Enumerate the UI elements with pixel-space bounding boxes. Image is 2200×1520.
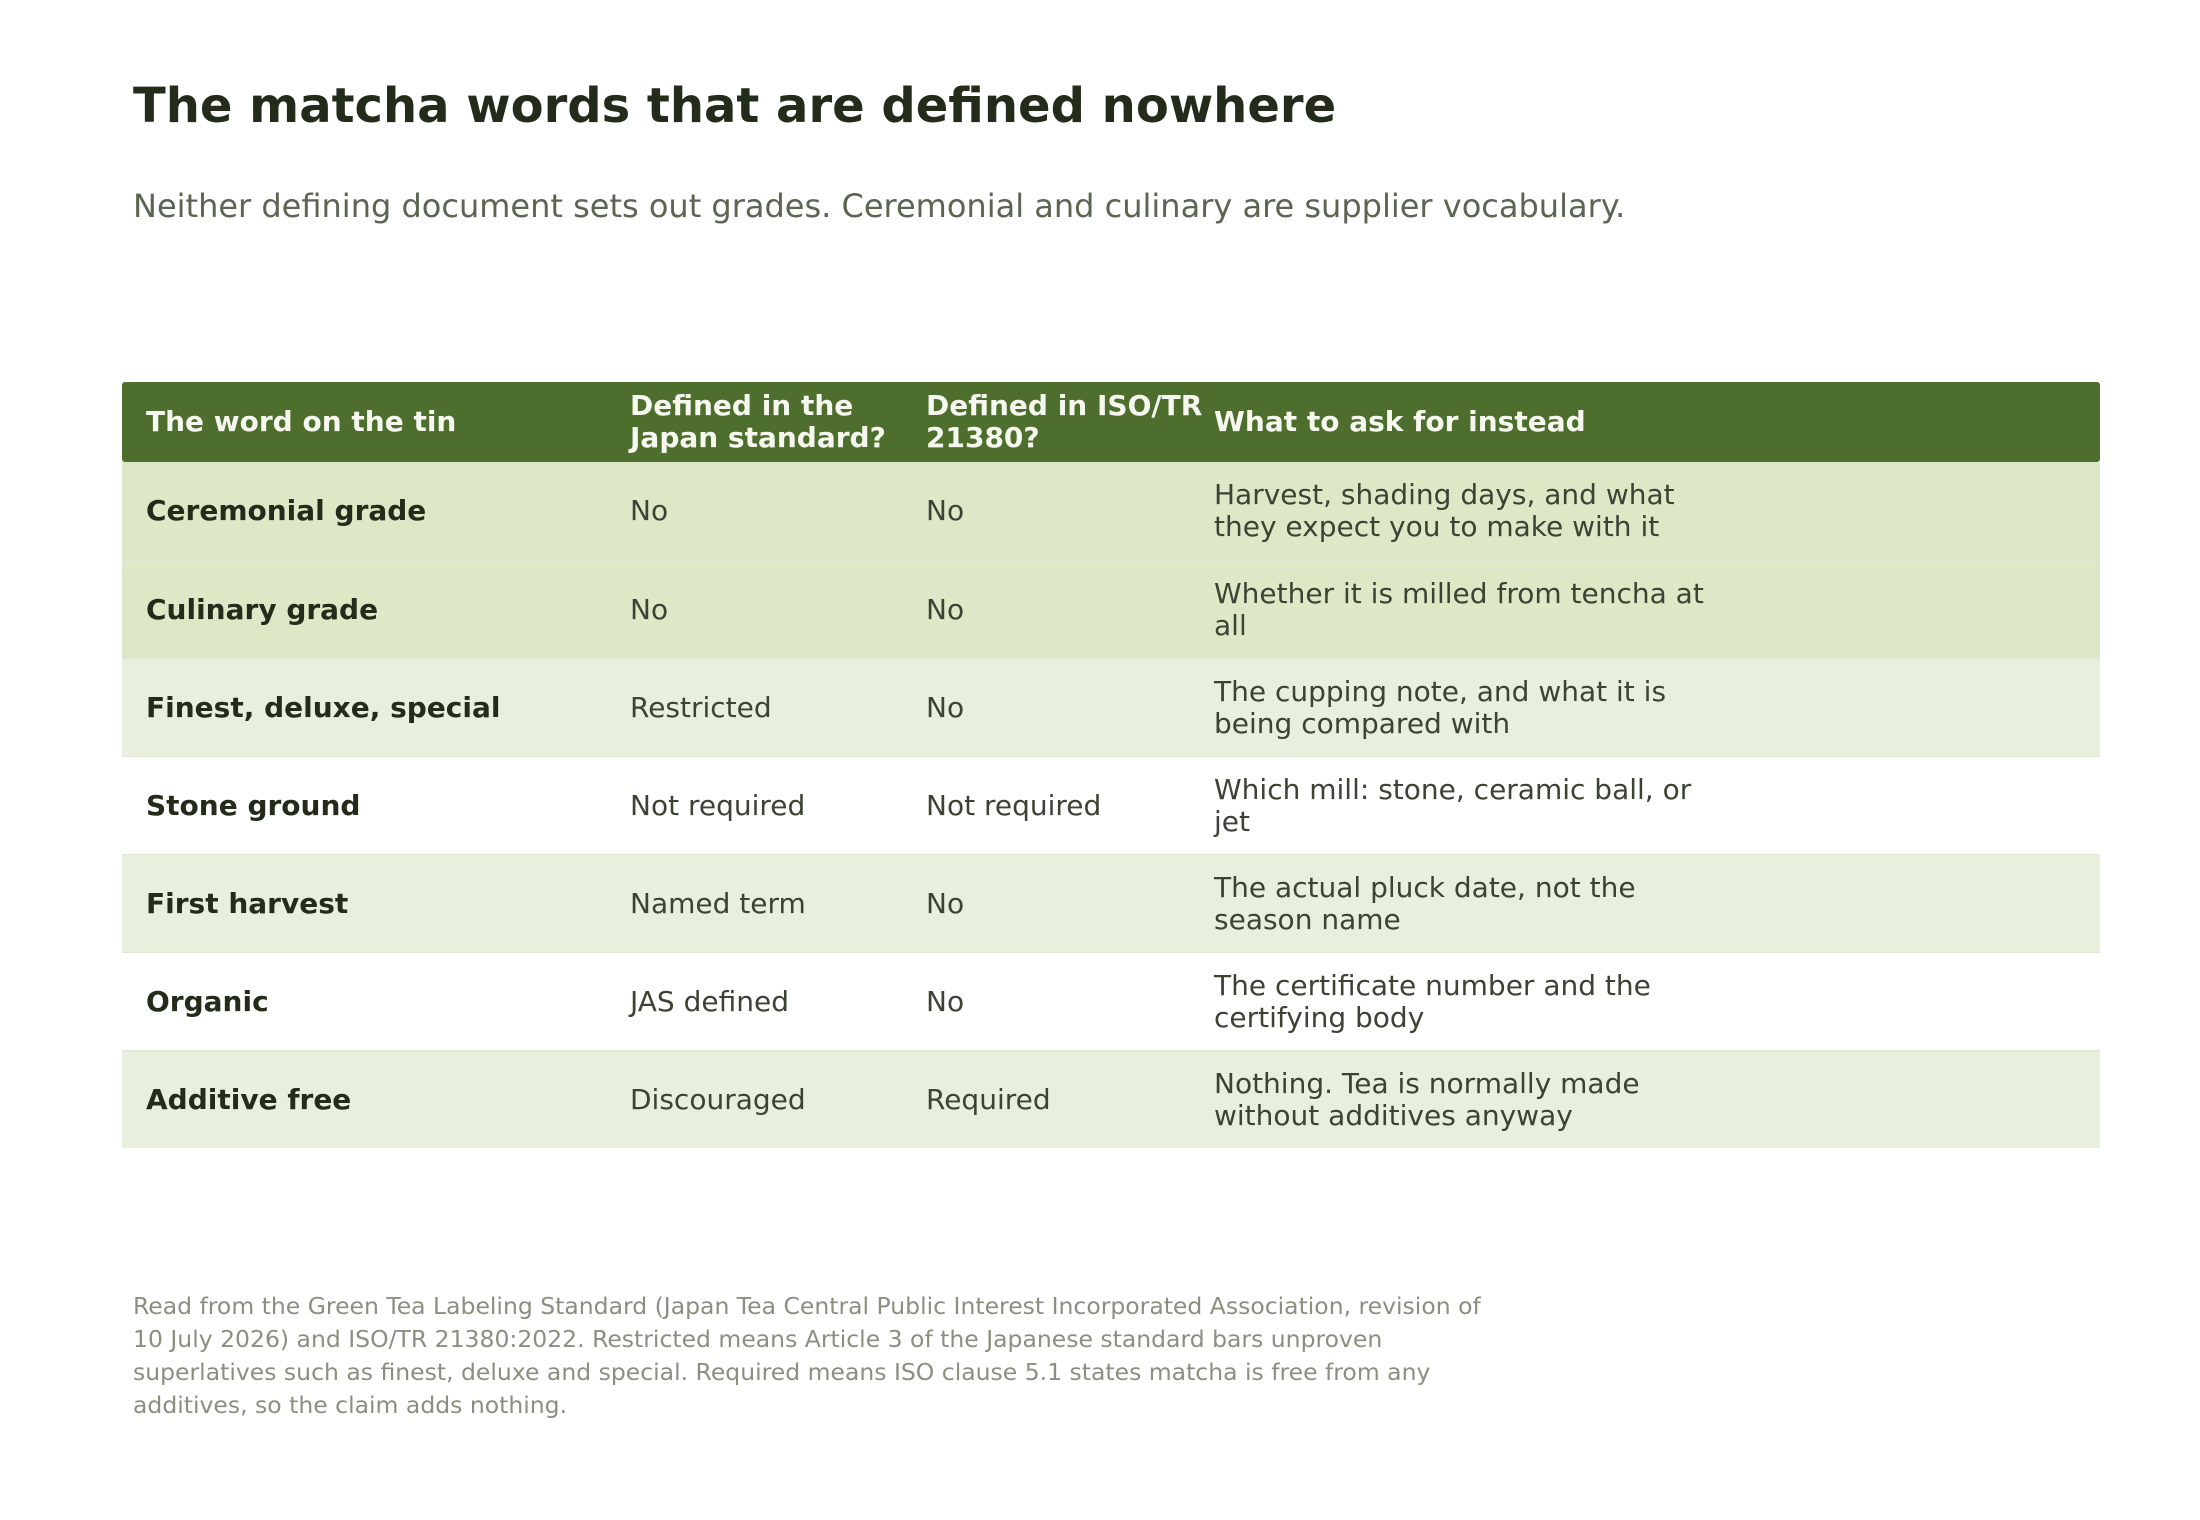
ask-instead-cell: The actual pluck date, not the season name <box>1214 870 1636 936</box>
iso-cell: No <box>926 690 965 724</box>
iso-cell: Not required <box>926 788 1102 822</box>
japan-standard-cell: Discouraged <box>630 1082 806 1116</box>
table-row <box>122 658 2100 756</box>
table-row <box>122 1050 2100 1148</box>
table-body <box>122 462 2100 1148</box>
ask-instead-cell: Which mill: stone, ceramic ball, or jet <box>1214 772 1692 838</box>
japan-standard-cell: JAS defined <box>630 984 789 1018</box>
column-header-ask-instead: What to ask for instead <box>1214 405 1586 438</box>
column-header-japan-standard: Defined in the Japan standard? <box>630 389 886 454</box>
japan-standard-cell: No <box>630 494 669 527</box>
table-row <box>122 560 2100 658</box>
term-cell: Organic <box>146 984 269 1018</box>
table-header-row <box>122 382 2100 462</box>
terms-table <box>122 382 2100 1148</box>
table-row <box>122 756 2100 854</box>
ask-instead-cell: Nothing. Tea is normally made without additives anyway <box>1214 1066 1640 1132</box>
ask-instead-cell: Harvest, shading days, and what they expect you to make with it <box>1214 478 1675 543</box>
iso-cell: Required <box>926 1082 1051 1116</box>
term-cell: Stone ground <box>146 788 361 822</box>
term-cell: First harvest <box>146 886 349 920</box>
page-subtitle: Neither defining document sets out grades. Ceremonial and culinary are supplier vocabulary. <box>133 187 1626 225</box>
term-cell: Ceremonial grade <box>146 494 427 527</box>
table-row <box>122 854 2100 952</box>
column-header-word: The word on the tin <box>146 405 457 438</box>
source-footnote: Read from the Green Tea Labeling Standard (Japan Tea Central Public Interest Incorporated Association, revision of 10 July 2026) and ISO/TR 21380:2022. Restricted means Article 3 of the Japanese standard bars unproven superlatives such as finest, deluxe and special. Required means ISO clause 5.1 states matcha is free from any additives, so the claim adds nothing. <box>133 1292 1481 1419</box>
term-cell: Additive free <box>146 1082 352 1116</box>
ask-instead-cell: The certificate number and the certifying body <box>1214 968 1651 1034</box>
table-row <box>122 952 2100 1050</box>
japan-standard-cell: Not required <box>630 788 806 822</box>
column-header-iso: Defined in ISO/TR 21380? <box>926 389 1203 454</box>
table-row <box>122 462 2100 560</box>
term-cell: Culinary grade <box>146 592 379 626</box>
term-cell: Finest, deluxe, special <box>146 690 501 724</box>
iso-cell: No <box>926 592 965 626</box>
ask-instead-cell: The cupping note, and what it is being compared with <box>1214 674 1667 740</box>
iso-cell: No <box>926 886 965 920</box>
ask-instead-cell: Whether it is milled from tencha at all <box>1214 576 1704 642</box>
page-title: The matcha words that are defined nowhere <box>133 78 1337 134</box>
japan-standard-cell: No <box>630 592 669 626</box>
iso-cell: No <box>926 494 965 527</box>
japan-standard-cell: Named term <box>630 886 806 920</box>
iso-cell: No <box>926 984 965 1018</box>
japan-standard-cell: Restricted <box>630 690 772 724</box>
